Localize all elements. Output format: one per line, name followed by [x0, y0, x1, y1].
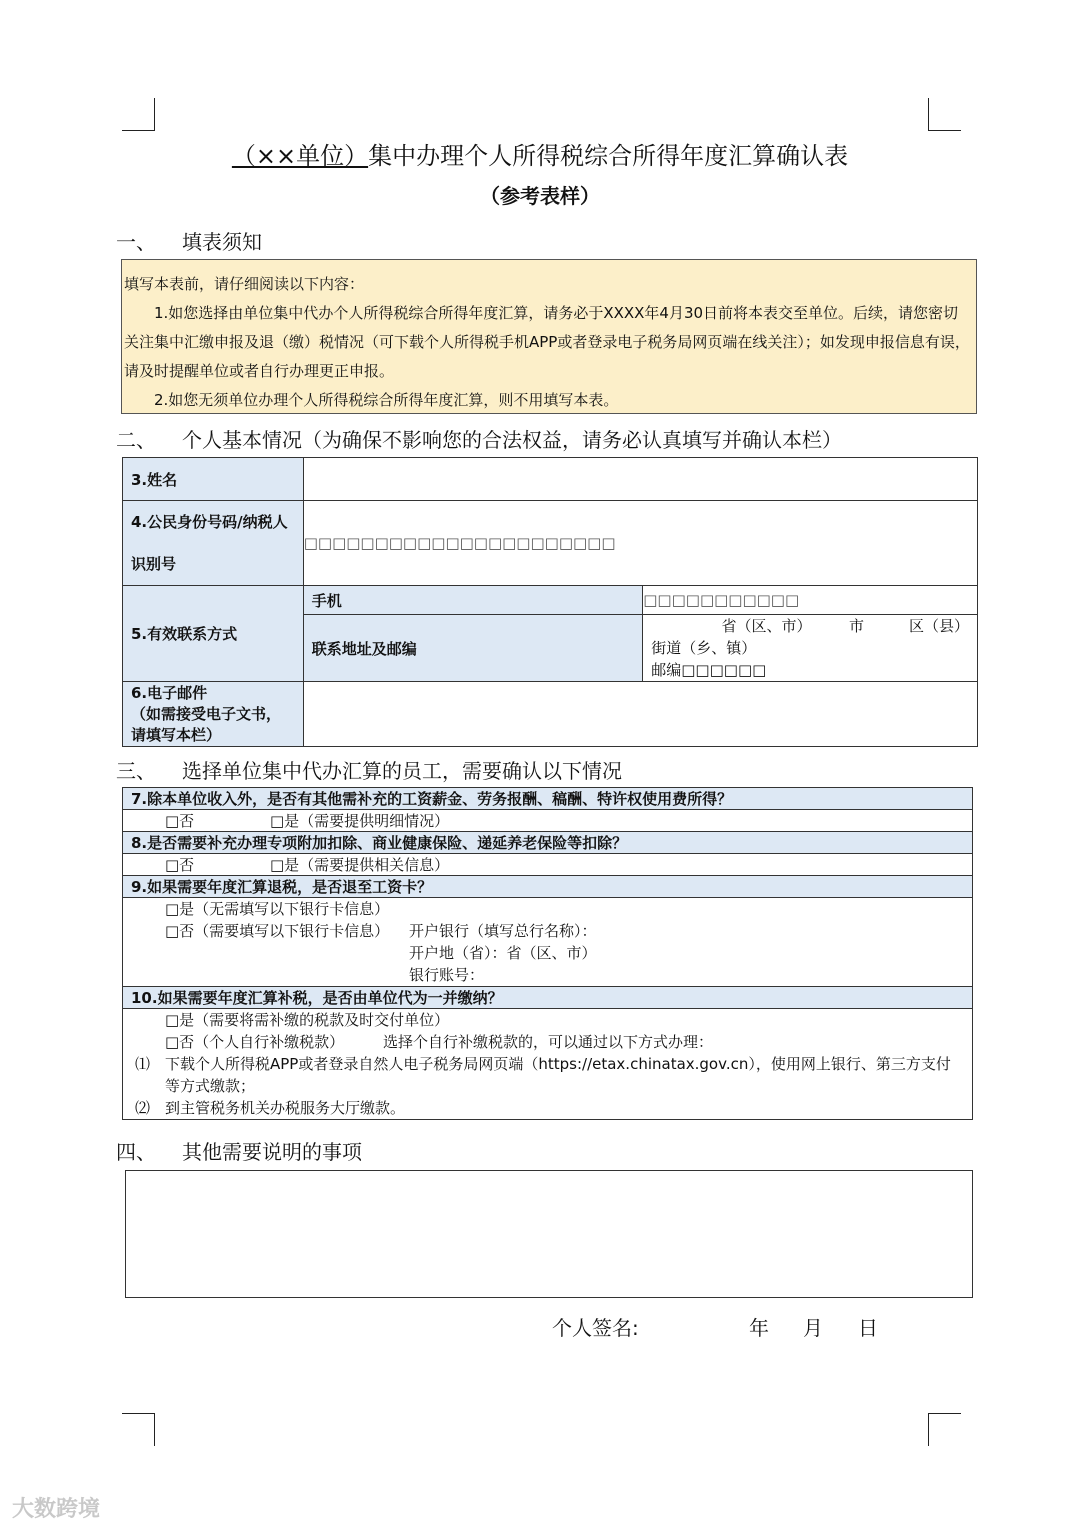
- q10-yes-checkbox[interactable]: □是（需要将需补缴的税款及时交付单位）: [165, 1011, 450, 1029]
- q9-no-checkbox[interactable]: □否（需要填写以下银行卡信息）: [165, 922, 390, 940]
- id-number-field[interactable]: □□□□□□□□□□□□□□□□□□□□□□: [303, 501, 977, 586]
- crop-mark-bottom-right: [928, 1413, 961, 1446]
- form-subtitle: （参考表样）: [480, 184, 600, 208]
- email-label: 6.电子邮件 （如需接受电子文书， 请填写本栏）: [123, 682, 304, 747]
- notice-intro: 填写本表前，请仔细阅读以下内容：: [124, 275, 365, 293]
- method-2-text: 到主管税务机关办税服务大厅缴款。: [165, 1099, 406, 1117]
- method-1-number: ⑴: [135, 1055, 151, 1073]
- question-10: 10.如果需要年度汇算补税，是否由单位代为一并缴纳？: [123, 987, 973, 1009]
- question-7: 7.除本单位收入外，是否有其他需补充的工资薪金、劳务报酬、稿酬、特许权使用费所得？: [123, 788, 973, 810]
- name-label: 3.姓名: [123, 458, 304, 501]
- crop-mark-top-left: [122, 98, 155, 131]
- confirm-table: [122, 787, 973, 1120]
- phone-field[interactable]: □□□□□□□□□□□: [643, 586, 978, 615]
- section-2-heading: 二、 个人基本情况（为确保不影响您的合法权益，请务必认真填写并确认本栏）: [116, 428, 842, 452]
- question-9: 9.如果需要年度汇算退税，是否退至工资卡？: [123, 876, 973, 898]
- signature-label: 个人签名:: [552, 1316, 639, 1340]
- section-1-heading: 一、 填表须知: [116, 230, 262, 254]
- address-label: 联系地址及邮编: [303, 615, 643, 682]
- date-day-label: 日: [858, 1316, 878, 1340]
- q9-yes-checkbox[interactable]: □是（无需填写以下银行卡信息）: [165, 900, 390, 918]
- q7-no-checkbox[interactable]: □否: [165, 812, 195, 830]
- q7-yes-checkbox[interactable]: □是（需要提供明细情况）: [270, 812, 450, 830]
- q10-no-checkbox[interactable]: □否（个人自行补缴税款）: [165, 1033, 345, 1051]
- address-field[interactable]: 省（区、市） 市 区（县） 街道（乡、镇） 邮编□□□□□□: [643, 615, 978, 682]
- question-8: 8.是否需要补充办理专项附加扣除、商业健康保险、递延养老保险等扣除？: [123, 832, 973, 854]
- title-main: 集中办理个人所得税综合所得年度汇算确认表: [368, 142, 849, 170]
- other-notes-field[interactable]: [125, 1170, 973, 1298]
- name-field[interactable]: [303, 458, 977, 501]
- phone-label: 手机: [303, 586, 643, 615]
- notice-item-2: 2.如您无须单位办理个人所得税综合所得年度汇算，则不用填写本表。: [154, 391, 619, 409]
- notice-item-1: 1.如您选择由单位集中代办个人所得税综合所得年度汇算，请务必于XXXX年4月30日前将本表交至单位。后续，请您密切关注集中汇缴申报及退（缴）税情况（可下载个人所得税手机APP或者登录电子税务局网页端在线关注）；如发现申报信息有误，请及时提醒单位或者自行办理更正申报。: [124, 304, 970, 380]
- method-1-text: 下载个人所得税APP或者登录自然人电子税务局网页端（https://etax.chinatax.gov.cn），使用网上银行、第三方支付等方式缴款；: [165, 1055, 951, 1095]
- id-label: 4.公民身份号码/纳税人 识别号: [123, 501, 304, 586]
- notice-box: [121, 259, 977, 414]
- section-4-heading: 四、 其他需要说明的事项: [116, 1140, 362, 1164]
- email-field[interactable]: [303, 682, 977, 747]
- q10-hint: 选择个自行补缴税款的，可以通过以下方式办理：: [383, 1033, 714, 1051]
- q9-bank-label: 开户银行（填写总行名称）：: [409, 922, 597, 940]
- crop-mark-bottom-left: [122, 1413, 155, 1446]
- title-unit: （××单位）: [231, 142, 369, 170]
- personal-info-table: [122, 457, 978, 747]
- form-title: [0, 136, 1080, 171]
- q9-place-label: 开户地（省）：省（区、市）: [409, 944, 597, 962]
- section-3-heading: 三、 选择单位集中代办汇算的员工，需要确认以下情况: [116, 759, 622, 783]
- q8-yes-checkbox[interactable]: □是（需要提供相关信息）: [270, 856, 450, 874]
- method-2-number: ⑵: [135, 1099, 151, 1117]
- date-month-label: 月: [803, 1316, 823, 1340]
- contact-label: 5.有效联系方式: [123, 586, 304, 682]
- crop-mark-top-right: [928, 98, 961, 131]
- q8-no-checkbox[interactable]: □否: [165, 856, 195, 874]
- q9-account-label: 银行账号：: [409, 966, 485, 984]
- watermark: 大数跨境: [12, 1497, 101, 1522]
- date-year-label: 年: [749, 1316, 769, 1340]
